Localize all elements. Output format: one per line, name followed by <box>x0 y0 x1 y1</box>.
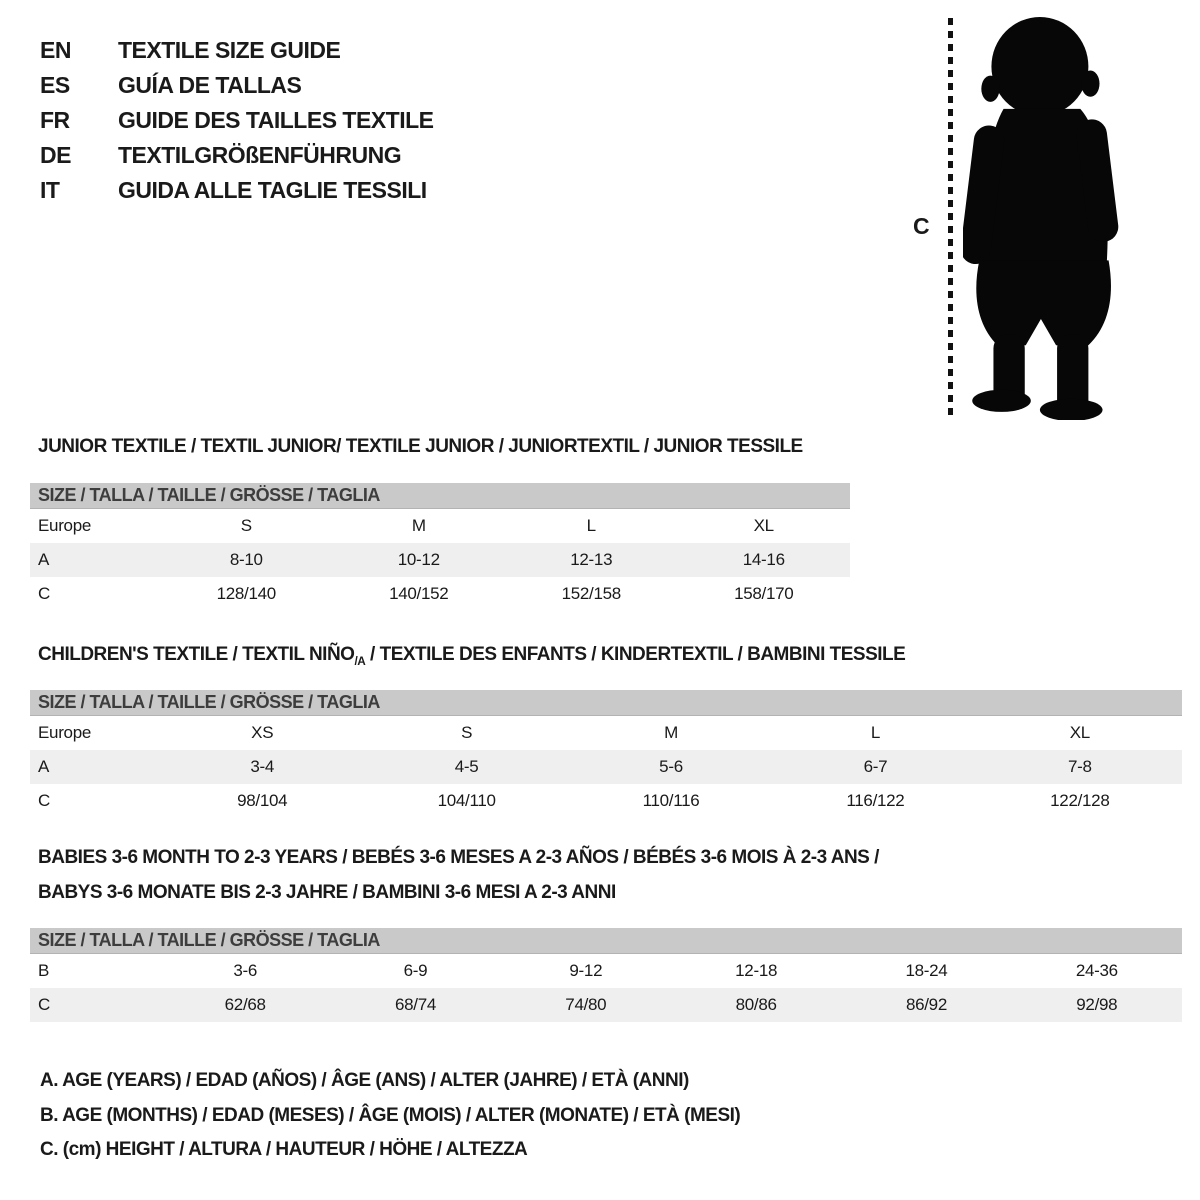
lang-code-it: IT <box>40 177 60 203</box>
cell-value: 7-8 <box>1067 757 1092 776</box>
lang-code-de: DE <box>40 142 71 168</box>
cell-value: 68/74 <box>394 995 437 1014</box>
height-measure-label: C <box>913 213 930 239</box>
lang-code-fr: FR <box>40 107 70 133</box>
lang-row-de <box>40 143 401 167</box>
column-header: Europe <box>38 516 92 535</box>
row-label: B <box>38 961 50 980</box>
row-label: A <box>38 757 50 776</box>
cell-value: 92/98 <box>1076 995 1118 1014</box>
legend-line-c: C. (cm) HEIGHT / ALTURA / HAUTEUR / HÖHE / ALTEZZA <box>40 1139 528 1160</box>
cell-value: 14-16 <box>742 550 785 569</box>
babies-table <box>30 928 1182 1022</box>
lang-row-fr <box>40 108 434 132</box>
cell-value: 104/110 <box>437 791 496 810</box>
cell-value: 3-6 <box>233 961 257 980</box>
lang-title-fr: GUIDE DES TAILLES TEXTILE <box>118 107 434 133</box>
junior-section-title: JUNIOR TEXTILE / TEXTIL JUNIOR/ TEXTILE JUNIOR / JUNIORTEXTIL / JUNIOR TESSILE <box>38 436 803 457</box>
height-measure-dashed-line-icon <box>948 18 953 416</box>
junior-size-header-bar: SIZE / TALLA / TAILLE / GRÖSSE / TAGLIA <box>30 483 850 509</box>
lang-row-it <box>40 178 427 202</box>
cell-value: 152/158 <box>561 584 621 603</box>
lang-title-es: GUÍA DE TALLAS <box>118 72 302 98</box>
legend-line-b: B. AGE (MONTHS) / EDAD (MESES) / ÂGE (MOIS) / ALTER (MONATE) / ETÀ (MESI) <box>40 1105 741 1126</box>
cell-value: 122/128 <box>1050 791 1110 810</box>
lang-row-es <box>40 73 301 97</box>
babies-size-header-bar: SIZE / TALLA / TAILLE / GRÖSSE / TAGLIA <box>30 928 1182 954</box>
cell-value: 3-4 <box>250 757 275 776</box>
column-header: L <box>586 516 596 535</box>
lang-row-en <box>40 38 340 62</box>
junior-row-c <box>30 577 850 611</box>
cell-value: 12-13 <box>570 550 613 569</box>
column-header: XL <box>1069 723 1090 742</box>
cell-value: 10-12 <box>397 550 440 569</box>
lang-title-en: TEXTILE SIZE GUIDE <box>118 37 341 63</box>
legend-line-a: A. AGE (YEARS) / EDAD (AÑOS) / ÂGE (ANS) / ALTER (JAHRE) / ETÀ (ANNI) <box>40 1070 689 1091</box>
cell-value: 158/170 <box>734 584 794 603</box>
cell-value: 12-18 <box>735 961 778 980</box>
cell-value: 6-9 <box>403 961 428 980</box>
children-title-main: CHILDREN'S TEXTILE / TEXTIL NIÑO <box>38 644 355 665</box>
children-row-c <box>30 784 1182 818</box>
lang-title-de: TEXTILGRÖßENFÜHRUNG <box>118 142 402 168</box>
cell-value: 62/68 <box>224 995 266 1014</box>
column-header: Europe <box>38 723 92 742</box>
cell-value: 8-10 <box>229 550 263 569</box>
children-title-sub: /A <box>354 654 366 668</box>
cell-value: 74/80 <box>565 995 607 1014</box>
cell-value: 116/122 <box>846 791 905 810</box>
children-header-row <box>30 716 1182 750</box>
junior-row-a <box>30 543 850 577</box>
column-header: M <box>411 516 426 535</box>
lang-code-es: ES <box>40 72 70 98</box>
row-label: C <box>38 791 50 810</box>
column-header: S <box>240 516 252 535</box>
column-header: S <box>461 723 473 742</box>
cell-value: 140/152 <box>389 584 449 603</box>
junior-table <box>30 483 850 611</box>
column-header: XL <box>753 516 774 535</box>
cell-value: 9-12 <box>569 961 603 980</box>
children-title-rest: / TEXTILE DES ENFANTS / KINDERTEXTIL / BAMBINI TESSILE <box>365 644 906 665</box>
lang-code-en: EN <box>40 37 71 63</box>
column-header: L <box>870 723 880 742</box>
row-label: C <box>38 995 50 1014</box>
cell-value: 5-6 <box>659 757 683 776</box>
children-row-a <box>30 750 1182 784</box>
cell-value: 24-36 <box>1075 961 1118 980</box>
cell-value: 18-24 <box>905 961 948 980</box>
junior-header-row <box>30 509 850 543</box>
children-table <box>30 690 1182 818</box>
cell-value: 110/116 <box>642 791 700 810</box>
row-label: C <box>38 584 50 603</box>
baby-silhouette-icon <box>963 16 1135 420</box>
cell-value: 6-7 <box>863 757 888 776</box>
column-header: XS <box>251 723 274 742</box>
babies-section-title-line1: BABIES 3-6 MONTH TO 2-3 YEARS / BEBÉS 3-6 MESES A 2-3 AÑOS / BÉBÉS 3-6 MOIS À 2-3 ANS / <box>38 847 879 868</box>
cell-value: 86/92 <box>905 995 947 1014</box>
cell-value: 98/104 <box>237 791 288 810</box>
babies-section-title-line2: BABYS 3-6 MONATE BIS 2-3 JAHRE / BAMBINI 3-6 MESI A 2-3 ANNI <box>38 882 616 903</box>
lang-title-it: GUIDA ALLE TAGLIE TESSILI <box>118 177 427 203</box>
cell-value: 80/86 <box>735 995 777 1014</box>
row-label: A <box>38 550 50 569</box>
babies-row-b <box>30 954 1182 988</box>
column-header: M <box>664 723 678 742</box>
babies-row-c <box>30 988 1182 1022</box>
children-size-header-bar: SIZE / TALLA / TAILLE / GRÖSSE / TAGLIA <box>30 690 1182 716</box>
cell-value: 4-5 <box>454 757 479 776</box>
children-section-title <box>38 644 905 673</box>
cell-value: 128/140 <box>216 584 276 603</box>
